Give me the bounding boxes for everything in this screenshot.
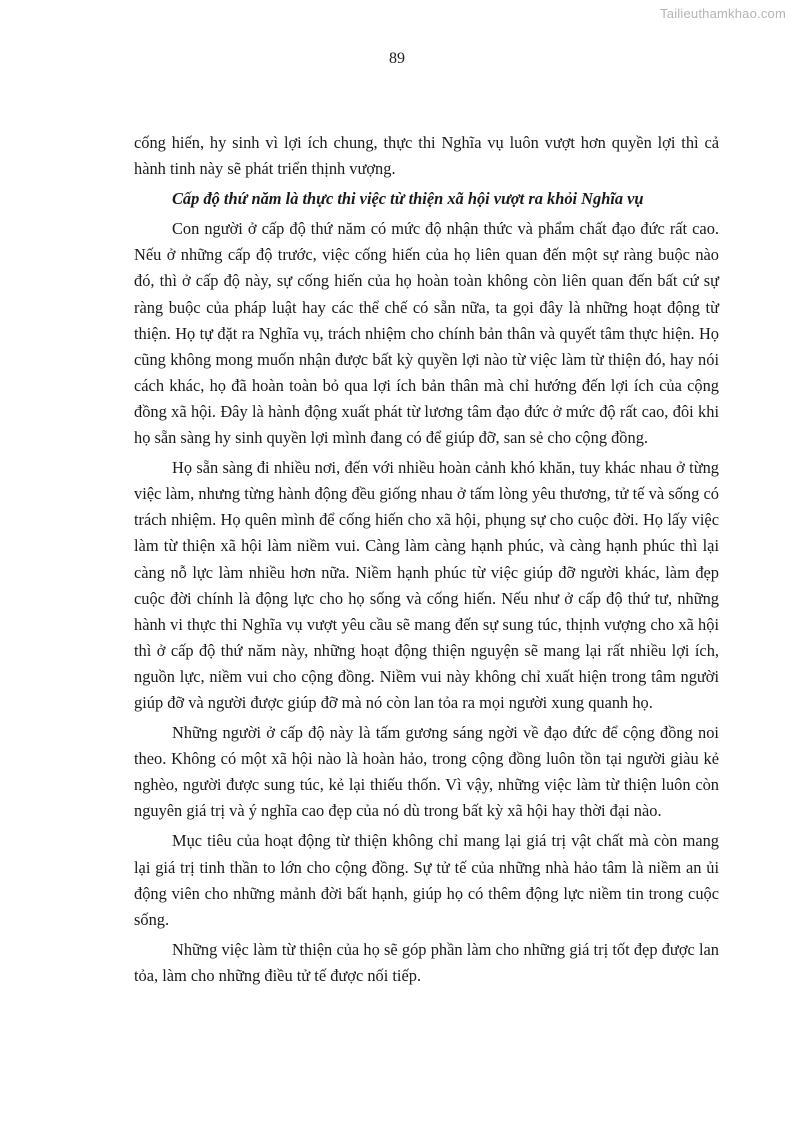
page-number: 89 bbox=[389, 50, 405, 67]
paragraph: Mục tiêu của hoạt động từ thiện không chỉ mang lại giá trị vật chất mà còn mang lại giá trị tinh thần to lớn cho cộng đồng. Sự tử tế của những nhà hảo tâm là niềm an ủi động viên cho những mảnh đời bất hạnh, giúp họ có thêm động lực niềm tin trong cuộc sống. bbox=[134, 831, 719, 929]
paragraph: Những người ở cấp độ này là tấm gương sáng ngời về đạo đức để cộng đồng noi theo. Không có một xã hội nào là hoàn hảo, trong cộng đồng luôn tồn tại người giàu kẻ nghèo, người được sung túc, kẻ lại thiếu thốn. Vì vậy, những việc làm từ thiện luôn còn nguyên giá trị và ý nghĩa cao đẹp của nó dù trong bất kỳ xã hội hay thời đại nào. bbox=[134, 723, 719, 821]
paragraph-continuation: cống hiến, hy sinh vì lợi ích chung, thực thi Nghĩa vụ luôn vượt hơn quyền lợi thì cả hành tinh này sẽ phát triển thịnh vượng. bbox=[134, 133, 719, 179]
section-heading: Cấp độ thứ năm là thực thi việc từ thiện xã hội vượt ra khỏi Nghĩa vụ bbox=[172, 189, 644, 209]
page-body bbox=[134, 130, 719, 993]
paragraph: Những việc làm từ thiện của họ sẽ góp phần làm cho những giá trị tốt đẹp được lan tỏa, làm cho những điều tử tế được nối tiếp. bbox=[134, 939, 719, 985]
paragraph: Họ sẵn sàng đi nhiều nơi, đến với nhiều hoàn cảnh khó khăn, tuy khác nhau ở từng việc làm, nhưng từng hành động đều giống nhau ở tấm lòng yêu thương, tử tế và sống có trách nhiệm. Họ quên mình để cống hiến cho xã hội, phụng sự cho cuộc đời. Họ lấy việc làm từ thiện xã hội làm niềm vui. Càng làm càng hạnh phúc, và càng hạnh phúc thì lại càng nỗ lực làm nhiều hơn nữa. Niềm hạnh phúc từ việc giúp đỡ người khác, làm đẹp cuộc đời chính là động lực cho họ sống và cống hiến. Nếu như ở cấp độ thứ tư, những hành vi thực thi Nghĩa vụ vượt yêu cầu sẽ mang đến sự sung túc, thịnh vượng cho xã hội thì ở cấp độ thứ năm này, những hoạt động thiện nguyện sẽ mang lại rất nhiều lợi ích, nguồn lực, niềm vui cho cộng đồng. Niềm vui này không chỉ xuất hiện trong tâm người giúp đỡ và người được giúp đỡ mà nó còn lan tỏa ra mọi người xung quanh họ. bbox=[134, 458, 719, 712]
paragraph: Con người ở cấp độ thứ năm có mức độ nhận thức và phẩm chất đạo đức rất cao. Nếu ở những cấp độ trước, việc cống hiến của họ liên quan đến một sự ràng buộc nào đó, thì ở cấp độ này, sự cống hiến của họ hoàn toàn không còn liên quan đến bất cứ sự ràng buộc của pháp luật hay các thể chế có sẵn nữa, ta gọi đây là những hoạt động từ thiện. Họ tự đặt ra Nghĩa vụ, trách nhiệm cho chính bản thân và quyết tâm thực hiện. Họ cũng không mong muốn nhận được bất kỳ quyền lợi nào từ việc làm từ thiện đó, hay nói cách khác, họ đã hoàn toàn bỏ qua lợi ích bản thân mà chỉ hướng đến lợi ích của cộng đồng xã hội. Đây là hành động xuất phát từ lương tâm đạo đức ở mức độ rất cao, đôi khi họ sẵn sàng hy sinh quyền lợi mình đang có để giúp đỡ, san sẻ cho cộng đồng. bbox=[134, 219, 719, 448]
watermark-text: Tailieuthamkhao.com bbox=[660, 6, 786, 21]
